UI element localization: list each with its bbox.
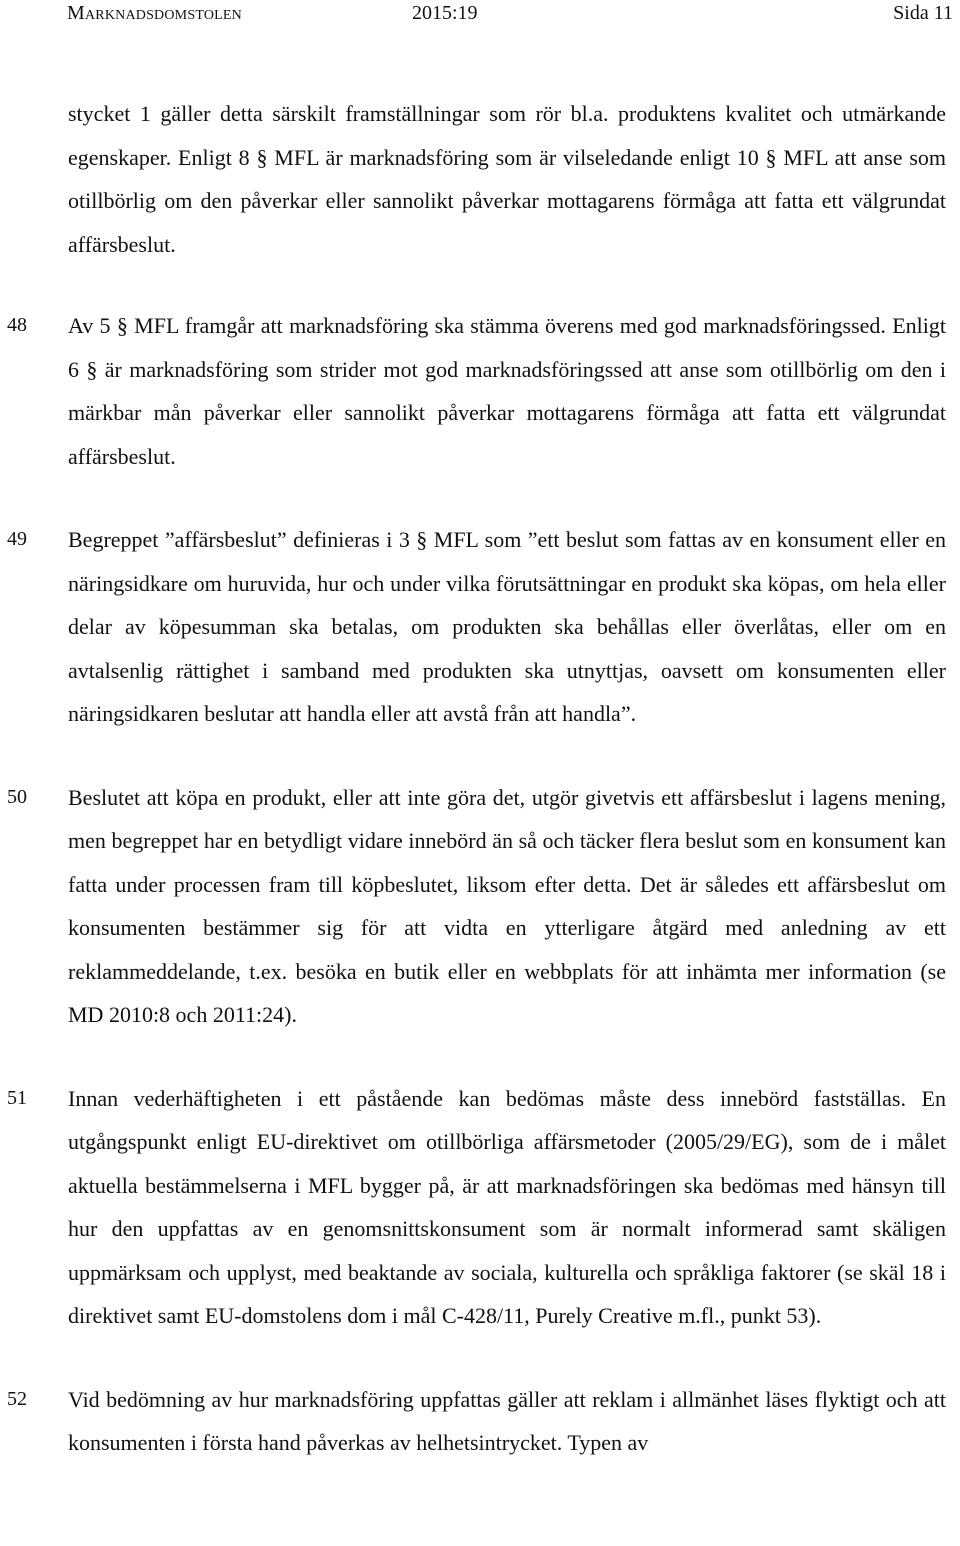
paragraph-text: Innan vederhäftigheten i ett påstående kan bedömas måste dess innebörd fastställas. En utgångspunkt enligt EU-direktivet om otillbörliga affärsmetoder (2005/29/EG), som de i målet aktuella bestämmelserna i MFL bygger på, är att marknadsföringen ska bedömas med hänsyn till hur den uppfattas av en genomsnittskonsument som är normalt informerad samt skäligen uppmärksam och upplyst, med beaktande av sociala, kulturella och språkliga faktorer (se skäl 18 i direktivet samt EU-domstolens dom i mål C-428/11, Purely Creative m.fl., punkt 53). (68, 1085, 946, 1328)
paragraph-number: 52 (7, 1387, 27, 1410)
paragraph-51 (0, 1077, 946, 1338)
paragraph-text: Av 5 § MFL framgår att marknadsföring ska stämma överens med god marknadsföringssed. Enligt 6 § är marknadsföring som strider mot god marknadsföringssed att anse som otillbörlig om den i märkbar mån påverkar eller sannolikt påverkar mottagarens förmåga att fatta ett välgrundat affärsbeslut. (68, 313, 946, 469)
paragraph-number: 50 (7, 785, 27, 808)
case-reference: 2015:19 (412, 2, 478, 24)
page-number: Sida 11 (893, 2, 953, 24)
paragraph-text: stycket 1 gäller detta särskilt framställningar som rör bl.a. produktens kvalitet och utmärkande egenskaper. Enligt 8 § MFL är marknadsföring som är vilseledande enligt 10 § MFL att anse som otillbörlig om den påverkar eller sannolikt påverkar mottagarens förmåga att fatta ett välgrundat affärsbeslut. (68, 101, 946, 257)
paragraph-49 (0, 518, 946, 736)
paragraph-text: Beslutet att köpa en produkt, eller att inte göra det, utgör givetvis ett affärsbeslut i lagens mening, men begreppet har en betydligt vidare innebörd än så och täcker flera beslut som en konsument kan fatta under processen fram till köpbeslutet, liksom efter detta. Det är således ett affärsbeslut om konsumenten bestämmer sig för att vidta en ytterligare åtgärd med anledning av ett reklammeddelande, t.ex. besöka en butik eller en webbplats för att inhämta mer information (se MD 2010:8 och 2011:24). (68, 784, 946, 1027)
paragraph-52 (0, 1378, 946, 1465)
court-name: Marknadsdomstolen (67, 2, 242, 24)
paragraph-50 (0, 776, 946, 1037)
page-header (0, 0, 960, 30)
paragraph-continuation (0, 92, 946, 266)
document-body (0, 92, 960, 1465)
paragraph-number: 51 (7, 1086, 27, 1109)
paragraph-text: Begreppet ”affärsbeslut” definieras i 3 § MFL som ”ett beslut som fattas av en konsument eller en näringsidkare om huruvida, hur och under vilka förutsättningar en produkt ska köpas, om hela eller delar av köpesumman ska betalas, om produkten ska behållas eller överlåtas, eller om en avtalsenlig rättighet i samband med produkten ska utnyttjas, oavsett om konsumenten eller näringsidkaren beslutar att handla eller att avstå från att handla”. (68, 527, 946, 726)
paragraph-number: 48 (7, 314, 27, 336)
paragraph-48 (0, 304, 946, 478)
paragraph-number: 49 (7, 528, 27, 550)
paragraph-text: Vid bedömning av hur marknadsföring uppfattas gäller att reklam i allmänhet läses flyktigt och att konsumenten i första hand påverkas av helhetsintrycket. Typen av (68, 1386, 946, 1455)
